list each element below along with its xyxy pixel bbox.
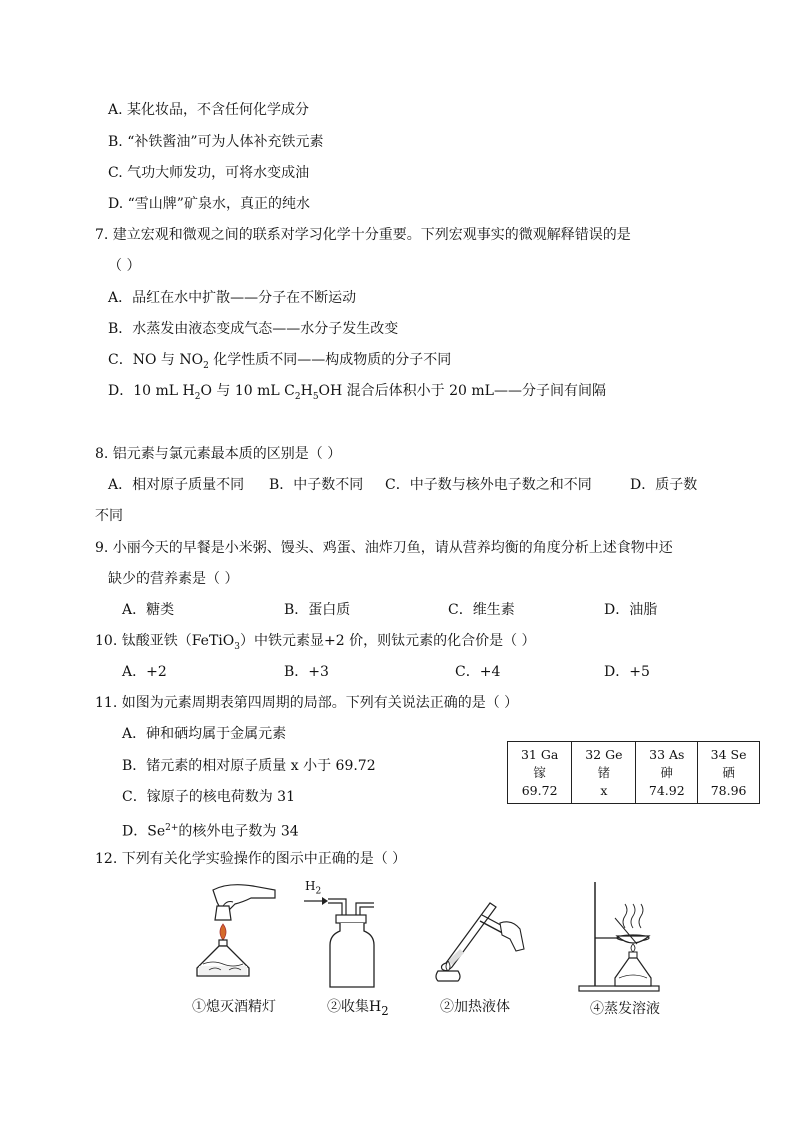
q7-option-b: B．水蒸发由液态变成气态——水分子发生改变 — [108, 321, 399, 337]
element-number-symbol: 31 Ga — [520, 746, 559, 762]
figure-caption-1: ①熄灭酒精灯 — [192, 999, 276, 1015]
collect-h2-figure — [300, 893, 390, 991]
q6-option-c: C. 气功大师发功，可将水变成油 — [108, 165, 310, 181]
element-cell-ge — [572, 742, 636, 804]
q10-option-a: A．+2 — [122, 664, 167, 680]
figure-caption-4: ④蒸发溶液 — [590, 1001, 660, 1017]
q10-stem: 10. 钛酸亚铁（FeTiO$_3$）中铁元素显+2 价，则钛元素的化合价是（ ） — [95, 633, 536, 652]
q9-option-c: C．维生素 — [448, 602, 515, 618]
element-mass: 74.92 — [648, 782, 685, 798]
q12-stem: 12. 下列有关化学实验操作的图示中正确的是（ ） — [95, 851, 407, 867]
q8-option-d: D．质子数 — [630, 477, 698, 493]
q11-option-a: A．砷和硒均属于金属元素 — [122, 726, 287, 742]
q10-option-b: B．+3 — [284, 664, 329, 680]
element-name: 硒 — [722, 764, 735, 780]
q8-option-b: B．中子数不同 — [269, 477, 364, 493]
evaporate-solution-figure — [575, 878, 675, 993]
q8-stem: 8. 铝元素与氯元素最本质的区别是（ ） — [95, 446, 342, 462]
q8-option-a: A．相对原子质量不同 — [108, 477, 245, 493]
q11-option-c: C．镓原子的核电荷数为 31 — [122, 789, 295, 805]
element-number-symbol: 34 Se — [710, 746, 747, 762]
q6-option-d: D. “雪山牌”矿泉水，真正的纯水 — [108, 196, 310, 212]
figure-caption-3: ②加热液体 — [440, 999, 510, 1015]
q7-stem: 7. 建立宏观和微观之间的联系对学习化学十分重要。下列宏观事实的微观解释错误的是 — [95, 227, 631, 243]
q11-stem: 11. 如图为元素周期表第四周期的局部。下列有关说法正确的是（ ） — [95, 695, 519, 711]
q7-option-d: D．10 mL $H_2O$ 与 10 mL $C_2H_5OH$ 混合后体积小于 20 mL——分子间有间隔 — [108, 383, 606, 402]
element-name: 锗 — [597, 764, 611, 780]
q7-option-a: A．品红在水中扩散——分子在不断运动 — [108, 290, 357, 306]
element-mass: 78.96 — [710, 782, 747, 798]
figure-caption-2: ②收集$H_2$ — [327, 999, 389, 1018]
element-number-symbol: 33 As — [649, 746, 685, 762]
q7-answer-paren: （ ） — [108, 258, 141, 274]
element-name: 砷 — [660, 764, 674, 780]
extinguish-lamp-figure — [183, 880, 283, 990]
q9-option-b: B．蛋白质 — [284, 602, 351, 618]
element-mass: x — [600, 782, 608, 798]
element-mass: 69.72 — [521, 782, 558, 798]
element-cell-ga — [508, 742, 572, 804]
q6-option-a: A. 某化妆品，不含任何化学成分 — [108, 102, 310, 118]
q10-option-d: D．+5 — [604, 664, 650, 680]
q10-option-c: C．+4 — [455, 664, 501, 680]
q11-option-d: D．$Se^{2+}$的核外电子数为 34 — [122, 823, 299, 840]
periodic-table-fragment — [507, 741, 760, 804]
q8-option-c: C．中子数与核外电子数之和不同 — [385, 477, 592, 493]
element-number-symbol: 32 Ge — [585, 746, 623, 762]
h2-label: $H_2$ — [305, 879, 322, 897]
q9-stem-line2: 缺少的营养素是（ ） — [108, 571, 239, 587]
q9-option-a: A．糖类 — [122, 602, 175, 618]
q8-option-d-continued: 不同 — [95, 508, 123, 524]
q7-option-c: C．NO 与 $NO_2$ 化学性质不同——构成物质的分子不同 — [108, 352, 452, 371]
q6-option-b: B. “补铁酱油”可为人体补充铁元素 — [108, 134, 324, 150]
q9-stem-line1: 9. 小丽今天的早餐是小米粥、馒头、鸡蛋、油炸刀鱼，请从营养均衡的角度分析上述食物中还 — [95, 540, 673, 556]
element-cell-as — [636, 742, 698, 804]
q11-option-b: B．锗元素的相对原子质量 x 小于 69.72 — [122, 758, 376, 774]
element-name: 镓 — [533, 764, 546, 780]
heat-liquid-figure — [420, 893, 530, 991]
element-cell-se — [698, 742, 760, 804]
q9-option-d: D．油脂 — [604, 602, 658, 618]
